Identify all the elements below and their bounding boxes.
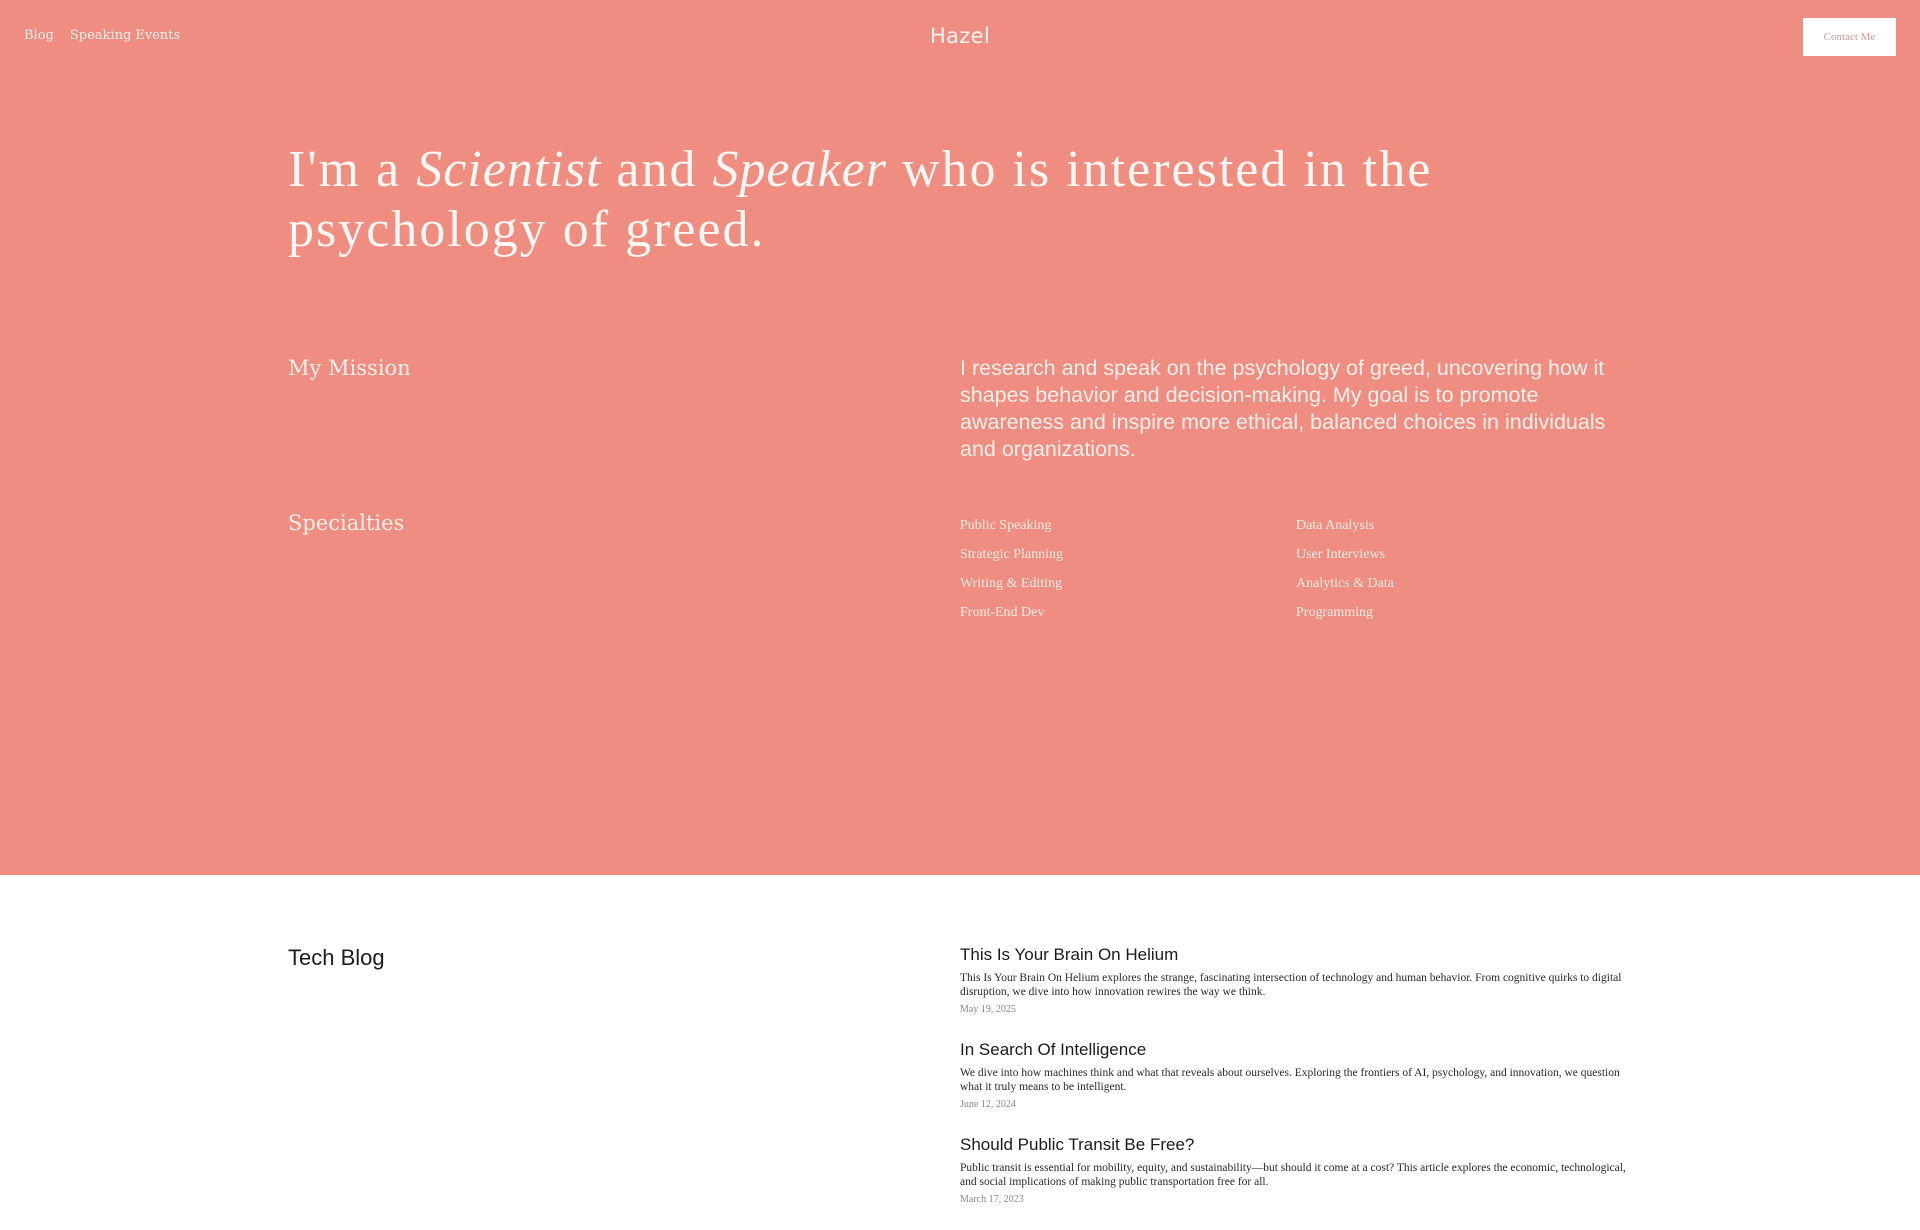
headline-text: I'm a (288, 141, 417, 198)
post-date: March 17, 2023 (960, 1194, 1024, 1205)
specialty-item: Writing & Editing (960, 576, 1063, 591)
mission-heading: My Mission (288, 356, 411, 380)
specialties-heading: Specialties (288, 511, 405, 535)
post-date: May 19, 2025 (960, 1004, 1016, 1015)
post-excerpt: We dive into how machines think and what that reveals about ourselves. Exploring the frontiers of AI, psychology, and innovation, we question what it truly means to be intelligent. (960, 1067, 1620, 1093)
blog-section (0, 875, 1920, 1216)
post-title[interactable]: Should Public Transit Be Free? (960, 1135, 1195, 1154)
post-title[interactable]: In Search Of Intelligence (960, 1040, 1147, 1059)
blog-heading: Tech Blog (288, 945, 385, 970)
site-brand[interactable]: Hazel (930, 24, 990, 48)
headline-text: who is interested in the psychology of greed. (288, 141, 1433, 258)
headline-text: and (601, 141, 713, 198)
post-excerpt: Public transit is essential for mobility, equity, and sustainability—but should it come at a cost? This article explores the economic, technological, and social implications of making public transportation free for all. (960, 1162, 1626, 1188)
specialties-list (960, 516, 1400, 623)
specialty-item: Strategic Planning (960, 547, 1064, 562)
post-excerpt: This Is Your Brain On Helium explores the strange, fascinating intersection of technology and human behavior. From cognitive quirks to digital disruption, we dive into how innovation rewires the way we think. (960, 972, 1622, 998)
blog-post[interactable] (960, 1040, 1630, 1135)
top-navigation (0, 0, 1920, 75)
specialty-item: Data Analysis (1296, 518, 1375, 533)
headline-emphasis-scientist: Scientist (416, 141, 602, 198)
specialty-item: Public Speaking (960, 518, 1052, 533)
headline-emphasis-speaker: Speaker (712, 141, 887, 198)
specialty-item: User Interviews (1296, 547, 1386, 562)
nav-link-speaking-events[interactable]: Speaking Events (69, 28, 181, 43)
blog-post-list (960, 945, 1630, 1230)
specialty-item: Analytics & Data (1296, 576, 1394, 591)
specialty-item: Front-End Dev (960, 605, 1045, 620)
contact-me-button[interactable]: Contact Me (1803, 18, 1896, 56)
post-title[interactable]: This Is Your Brain On Helium (960, 945, 1179, 964)
blog-post[interactable] (960, 945, 1630, 1040)
nav-link-blog[interactable]: Blog (24, 28, 54, 43)
post-date: June 12, 2024 (960, 1099, 1016, 1110)
mission-text: I research and speak on the psychology of greed, uncovering how it shapes behavior and decision-making. My goal is to promote awareness and inspire more ethical, balanced choices in individuals and organizations. (960, 356, 1606, 461)
specialty-item: Programming (1296, 605, 1373, 620)
hero-headline (288, 140, 1688, 260)
